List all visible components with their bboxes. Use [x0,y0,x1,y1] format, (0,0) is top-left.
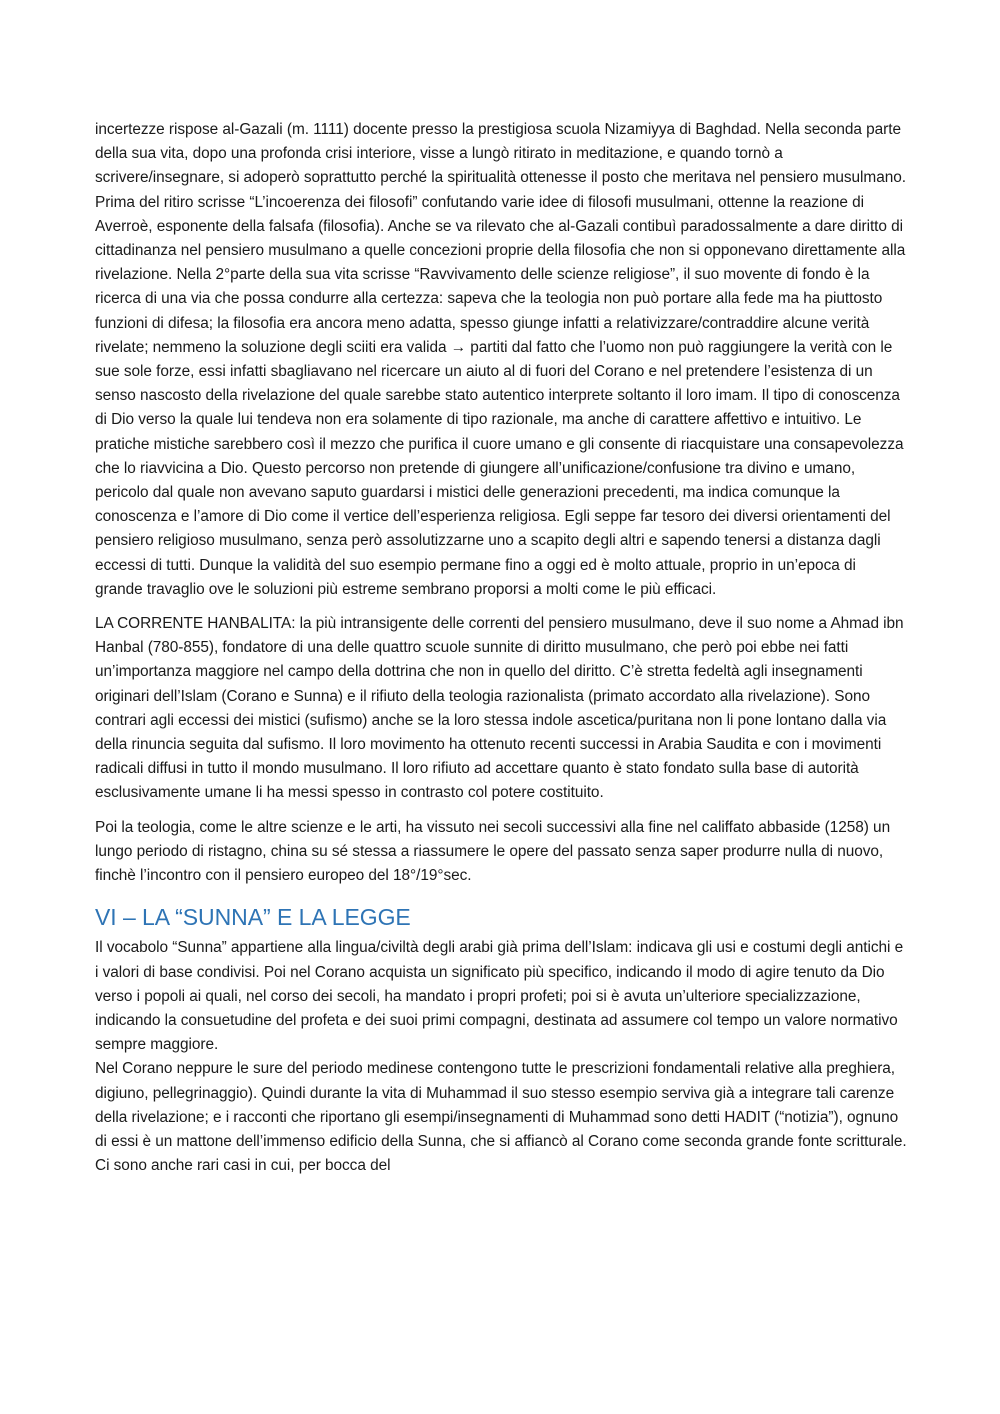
paragraph-corano-hadit: Nel Corano neppure le sure del periodo medinese contengono tutte le prescrizioni fondamentali relative alla preghiera, digiuno, pellegrinaggio). Quindi durante la vita di Muhammad il suo stesso esempio serviva già a integrare tali carenze della rivelazione; e i racconti che riportano gli esempi/insegnamenti di Muhammad sono detti HADIT (“notizia”), ognuno di essi è un mattone dell’immenso edificio della Sunna, che si affiancò al Corano come seconda grande fonte scritturale. Ci sono anche rari casi in cui, per bocca del [95,1060,907,1175]
document-page [95,118,907,1178]
paragraph-theology-stagnation: Poi la teologia, come le altre scienze e le arti, ha vissuto nei secoli successivi alla fine nel califfato abbaside (1258) un lungo periodo di ristagno, china su sé stessa a riassumere le opere del passato senza saper produrre nulla di nuovo, finchè l’incontro con il pensiero europeo del 18°/19°sec. [95,818,891,885]
paragraph-sunna-vocabulary: Il vocabolo “Sunna” appartiene alla lingua/civiltà degli arabi già prima dell’Islam: indicava gli usi e costumi degli antichi e i valori di base condivisi. Poi nel Corano acquista un significato più specifico, indicando il modo di agire tenuto da Dio verso i popoli ai quali, nel corso dei secoli, ha mandato i propri profeti; poi si è avuta un’ulteriore specializzazione, indicando la consuetudine del profeta e dei suoi primi compagni, destinata ad assumere col tempo un valore normativo sempre maggiore. [95,939,904,1054]
section-heading: VI – LA “SUNNA” E LA LEGGE [95,904,411,931]
paragraph-al-gazali: incertezze rispose al-Gazali (m. 1111) docente presso la prestigiosa scuola Nizamiyya di Baghdad. Nella seconda parte della sua vita, dopo una profonda crisi interiore, visse a lungò ritirato in meditazione, e quando tornò a scrivere/insegnare, si adoperò soprattutto perché la spiritualità ottenesse il posto che meritava nel pensiero musulmano. Prima del ritiro scrisse “L’incoerenza dei filosofi” confutando varie idee di filosofi musulmani, ottenne la reazione di Averroè, esponente della falsafa (filosofia). Anche se va rilevato che al-Gazali contibuì paradossalmente a dare diritto di cittadinanza nel pensiero musulmano a quelle concezioni proprie della filosofia che non si opponevano direttamente alla rivelazione. Nella 2°parte della sua vita scrisse “Ravvivamento delle scienze religiose”, il suo movente di fondo è la ricerca di una via che possa condurre alla certezza: sapeva che la teologia non può portare alla fede ma ha piuttosto funzioni di difesa; la filosofia era ancora meno adatta, spesso giunge infatti a relativizzare/contraddire alcune verità rivelate; nemmeno la soluzione degli sciiti era valida → partiti dal fatto che l’uomo non può raggiungere la verità con le sue sole forze, essi infatti sbagliavano nel ricercare un aiuto al di fuori del Corano e nel pretendere l’esistenza di un senso nascosto della rivelazione del quale sarebbe stato autentico interprete soltanto il loro imam. Il tipo di conoscenza di Dio verso la quale lui tendeva non era solamente di tipo razionale, ma anche di carattere affettivo e intuitivo. Le pratiche mistiche sarebbero così il mezzo che purifica il cuore umano e gli consente di riacquistare una consapevolezza che lo riavvicina a Dio. Questo percorso non pretende di giungere all’unificazione/confusione tra divino e umano, pericolo dal quale non avevano saputo guardarsi i mistici delle generazioni precedenti, ma indica comunque la conoscenza e l’amore di Dio come il vertice dell’esperienza religiosa. Egli seppe far tesoro dei diversi orientamenti del pensiero religioso musulmano, senza però assolutizzarne uno a scapito degli altri e sapendo tenersi a distanza dagli eccessi di tutti. Dunque la validità del suo esempio permane fino a oggi ed è molto attuale, proprio in un’epoca di grande travaglio ove le soluzioni più estreme sembrano proporsi a molti come le più efficaci. [95,121,906,598]
paragraph-hanbalita: LA CORRENTE HANBALITA: la più intransigente delle correnti del pensiero musulmano, deve il suo nome a Ahmad ibn Hanbal (780-855), fondatore di una delle quattro scuole sunnite di diritto musulmano, che però poi ebbe nei fatti un’importanza maggiore nel campo della dottrina che non in quello del diritto. C’è stretta fedeltà agli insegnamenti originari dell’Islam (Corano e Sunna) e il rifiuto della teologia razionalista (primato accordato alla rivelazione). Sono contrari agli eccessi dei mistici (sufismo) anche se la loro stessa indole ascetica/puritana non li pone lontano dalla via della rinuncia seguita dal sufismo. Il loro movimento ha ottenuto recenti successi in Arabia Saudita e con i movimenti radicali diffusi in tutto il mondo musulmano. Il loro rifiuto ad accettare quanto è stato fondato sulla base di autorità esclusivamente umane li ha messi spesso in contrasto col potere costituito. [95,615,904,802]
